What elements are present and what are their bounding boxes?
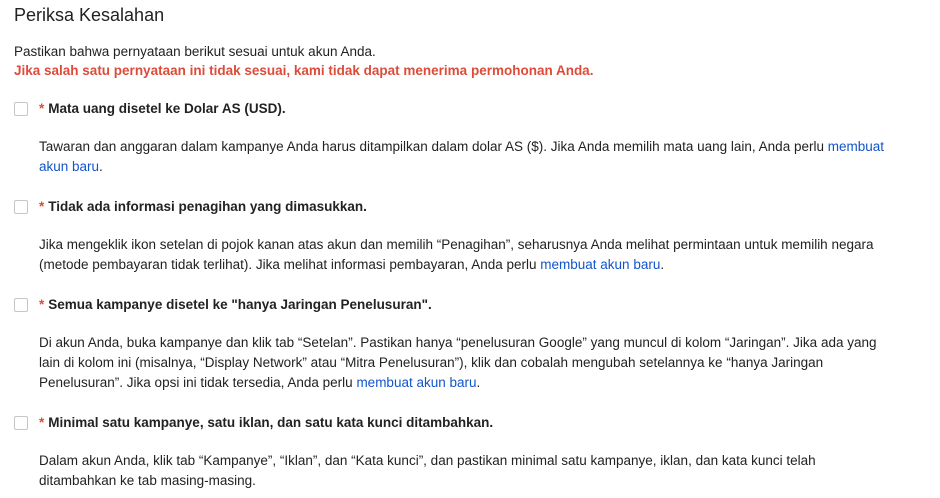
required-asterisk: * — [39, 297, 45, 312]
item-label[interactable] — [39, 199, 367, 214]
item-label-text: Minimal satu kampanye, satu iklan, dan satu kata kunci ditambahkan. — [48, 415, 494, 430]
create-account-link[interactable]: membuat akun baru — [39, 139, 885, 174]
campaign-checkbox[interactable] — [14, 416, 28, 430]
description-text: Tawaran dan anggaran dalam kampanye Anda harus ditampilkan dalam dolar AS ($). Jika Anda memilih mata uang lain, Anda perlu — [39, 139, 828, 154]
currency-checkbox[interactable] — [14, 102, 28, 116]
item-label-text: Semua kampanye disetel ke "hanya Jaringan Penelusuran". — [48, 297, 432, 312]
item-label-text: Mata uang disetel ke Dolar AS (USD). — [48, 101, 286, 116]
intro-text: Pastikan bahwa pernyataan berikut sesuai untuk akun Anda. — [14, 44, 376, 59]
item-description — [39, 235, 889, 275]
description-text: Dalam akun Anda, klik tab “Kampanye”, “Iklan”, dan “Kata kunci”, dan pastikan minimal satu kampanye, iklan, dan kata kunci telah ditambahkan ke tab masing-masing. — [39, 453, 816, 488]
checklist-item-campaign — [14, 415, 914, 491]
checklist-item-search-network — [14, 297, 914, 393]
description-end: . — [476, 375, 481, 390]
description-text: Di akun Anda, buka kampanye dan klik tab “Setelan”. Pastikan hanya “penelusuran Google” yang muncul di kolom “Jaringan”. Jika ada yang lain di kolom ini (misalnya, “Display Network” atau “Mitra Penelusuran”), klik dan cobalah mengubah setelannya ke “hanya Jaringan Penelusuran”. Jika opsi ini tidak tersedia, Anda perlu — [39, 335, 877, 390]
description-end: . — [99, 159, 103, 174]
item-description — [39, 451, 889, 491]
item-label-text: Tidak ada informasi penagihan yang dimasukkan. — [48, 199, 367, 214]
required-asterisk: * — [39, 101, 45, 116]
required-asterisk: * — [39, 199, 45, 214]
item-label[interactable] — [39, 297, 432, 312]
description-end: . — [660, 257, 665, 272]
item-header — [14, 297, 914, 317]
description-text: Jika mengeklik ikon setelan di pojok kanan atas akun dan memilih “Penagihan”, seharusnya Anda melihat permintaan untuk memilih negara (metode pembayaran tidak terlihat). Jika melihat informasi pembayaran, Anda perlu — [39, 237, 874, 272]
billing-checkbox[interactable] — [14, 200, 28, 214]
checklist-item-billing — [14, 199, 914, 275]
item-header — [14, 415, 914, 435]
page-title: Periksa Kesalahan — [14, 5, 165, 25]
item-description — [39, 333, 889, 393]
item-label[interactable] — [39, 101, 286, 116]
required-asterisk: * — [39, 415, 45, 430]
search-network-checkbox[interactable] — [14, 298, 28, 312]
item-label[interactable] — [39, 415, 493, 430]
create-account-link[interactable]: membuat akun baru — [356, 375, 477, 390]
checklist-item-currency — [14, 101, 914, 177]
create-account-link[interactable]: membuat akun baru — [540, 257, 661, 272]
item-description — [39, 137, 889, 177]
item-header — [14, 199, 914, 219]
warning-text: Jika salah satu pernyataan ini tidak sesuai, kami tidak dapat menerima permohonan Anda. — [14, 63, 594, 78]
item-header — [14, 101, 914, 121]
